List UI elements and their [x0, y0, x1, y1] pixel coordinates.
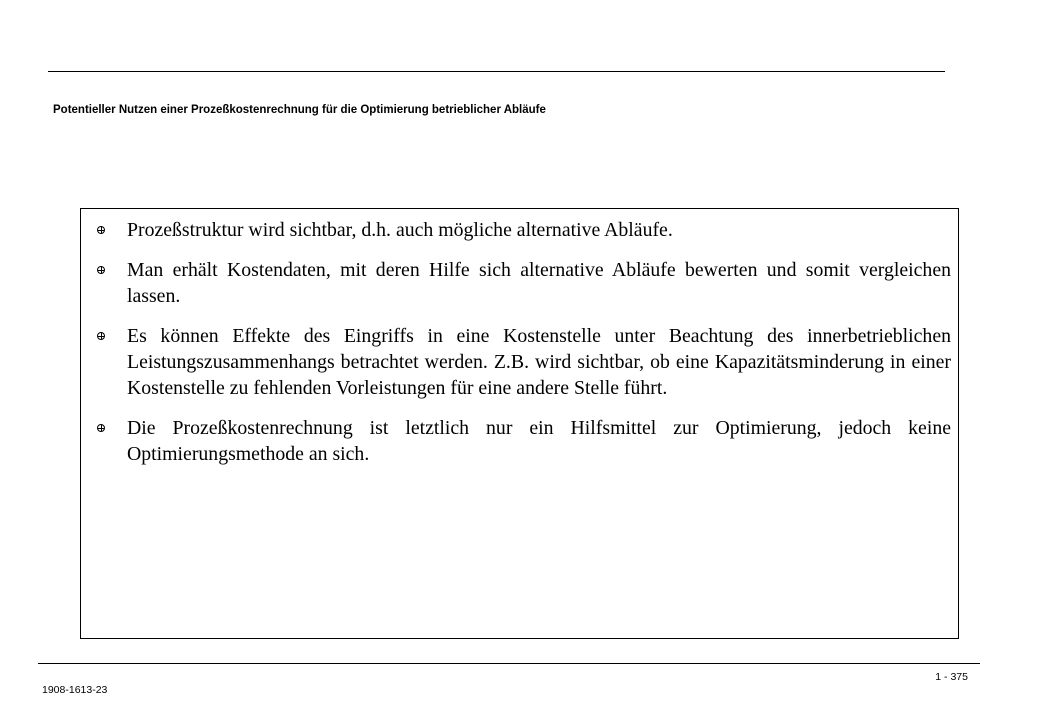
slide-title: Potentieller Nutzen einer Prozeßkostenrechnung für die Optimierung betrieblicher Abläufe: [53, 104, 546, 116]
bottom-divider: [38, 663, 980, 664]
bullet-item: [127, 217, 951, 243]
circled-plus-bullet-icon: [97, 332, 105, 340]
page-number: 1 - 375: [935, 671, 968, 683]
circled-plus-bullet-icon: [97, 424, 105, 432]
content-box: [80, 208, 959, 639]
bullet-item: [127, 257, 951, 309]
circled-plus-bullet-icon: [97, 266, 105, 274]
top-divider: [48, 71, 945, 72]
bullet-item: [127, 415, 951, 467]
bullet-item: [127, 323, 951, 401]
bullet-text: Man erhält Kostendaten, mit deren Hilfe sich alternative Abläufe bewerten und somit vergleichen lassen.: [127, 259, 951, 307]
bullet-text: Es können Effekte des Eingriffs in eine Kostenstelle unter Beachtung des innerbetrieblichen Leistungszusammenhangs betrachtet werden. Z.B. wird sichtbar, ob eine Kapazitätsminderung in einer Kostenstelle zu fehlenden Vorleistungen für eine andere Stelle führt.: [127, 325, 951, 399]
circled-plus-bullet-icon: [97, 226, 105, 234]
bullet-text: Prozeßstruktur wird sichtbar, d.h. auch mögliche alternative Abläufe.: [127, 219, 673, 241]
bullet-text: Die Prozeßkostenrechnung ist letztlich nur ein Hilfsmittel zur Optimierung, jedoch keine Optimierungsmethode an sich.: [127, 417, 951, 465]
bullet-list: [127, 217, 951, 481]
document-number: 1908-1613-23: [42, 684, 108, 696]
